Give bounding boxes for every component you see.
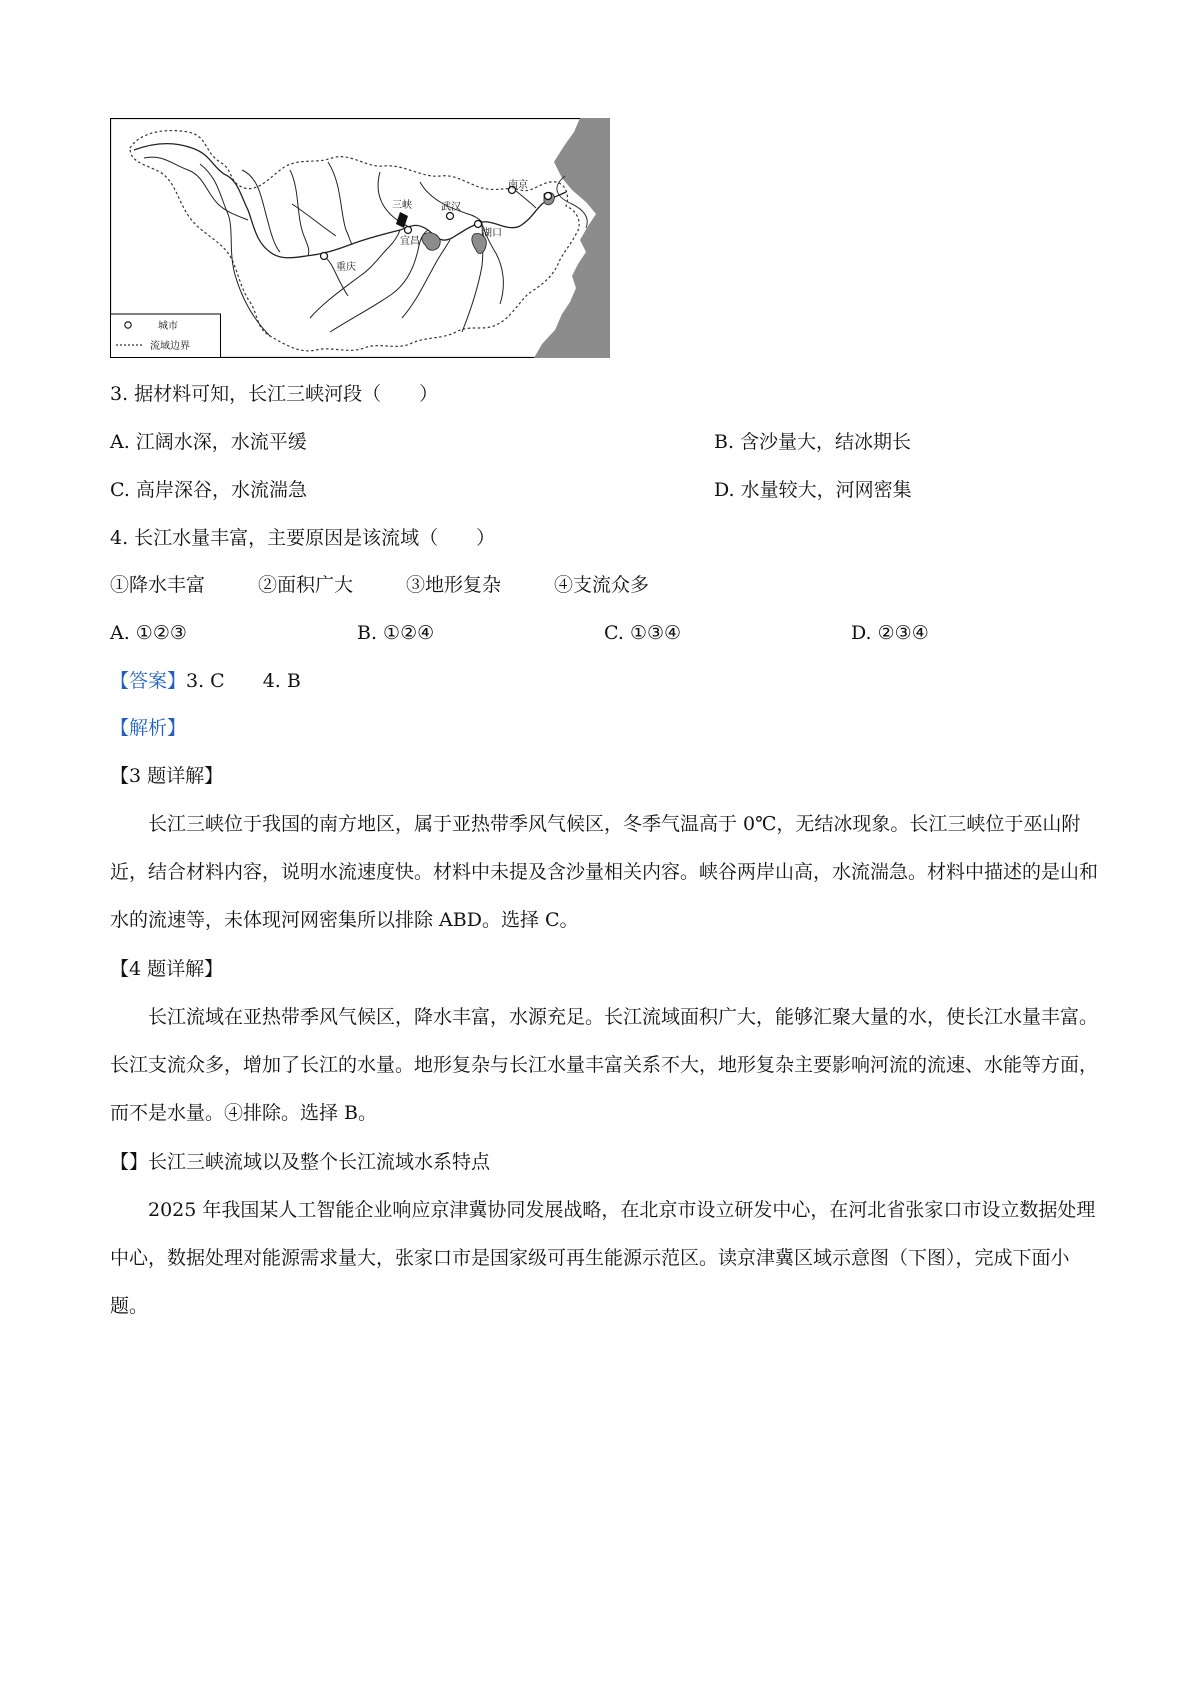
label-hukou: 湖口 (482, 228, 502, 239)
q4-statement-1: ①降水丰富 (110, 574, 206, 596)
label-yichang: 宜昌 (400, 236, 420, 247)
answer-line (110, 667, 301, 695)
city-chongqing-dot (321, 253, 328, 260)
yangtze-basin-map (110, 118, 610, 358)
label-wuhan: 武汉 (441, 202, 461, 213)
legend-boundary-label: 流域边界 (150, 341, 190, 352)
q4-option-b: B. ①②④ (357, 622, 435, 644)
q3-options-row1 (110, 428, 912, 456)
city-hukou-dot (475, 221, 482, 228)
city-yichang-dot (405, 227, 412, 234)
q4-options (110, 619, 1090, 647)
q3-option-d: D. 水量较大，河网密集 (714, 479, 912, 501)
label-chongqing: 重庆 (336, 262, 356, 273)
answer-label: 【答案】 (110, 670, 187, 692)
legend-city-label: 城市 (158, 321, 178, 332)
detail4-body: 长江流域在亚热带季风气候区，降水丰富，水源充足。长江流域面积广大，能够汇聚大量的水，使长江水量丰富。长江支流众多，增加了长江的水量。地形复杂与长江水量丰富关系不大，地形复杂主要影响河流的流速、水能等方面，而不是水量。④排除。选择 B。 (110, 1006, 1099, 1124)
q4-option-c: C. ①③④ (604, 622, 682, 644)
label-three-gorges: 三峡 (392, 200, 412, 211)
q3-option-a: A. 江阔水深，水流平缓 (110, 431, 307, 453)
city-shanghai-dot (545, 193, 552, 200)
q4-stem: 4. 长江水量丰富，主要原因是该流域（ ） (110, 527, 496, 549)
next-question-intro: 2025 年我国某人工智能企业响应京津冀协同发展战略，在北京市设立研发中心，在河北省张家口市设立数据处理中心，数据处理对能源需求量大，张家口市是国家级可再生能源示范区。读京津冀区域示意图（下图），完成下面小题。 (110, 1199, 1096, 1317)
analysis-label: 【解析】 (110, 717, 187, 739)
map-legend (111, 314, 221, 358)
knowledge-point: 【】长江三峡流域以及整个长江流域水系特点 (110, 1151, 491, 1173)
detail4-heading: 【4 题详解】 (110, 958, 224, 980)
q3-option-c: C. 高岸深谷，水流湍急 (110, 479, 307, 501)
answer-text: 3. C 4. B (186, 670, 301, 692)
legend-city-symbol (125, 322, 131, 328)
label-nanjing: 南京 (508, 180, 528, 191)
q4-statement-2: ②面积广大 (258, 574, 354, 596)
city-wuhan-dot (447, 213, 454, 220)
q3-options-row2 (110, 476, 912, 504)
detail3-heading: 【3 题详解】 (110, 765, 224, 787)
q4-option-d: D. ②③④ (851, 622, 929, 644)
q3-option-b: B. 含沙量大，结冰期长 (714, 431, 912, 453)
q4-option-a: A. ①②③ (110, 622, 187, 644)
q4-statement-3: ③地形复杂 (406, 574, 502, 596)
q3-stem: 3. 据材料可知，长江三峡河段（ ） (110, 383, 439, 405)
detail3-body: 长江三峡位于我国的南方地区，属于亚热带季风气候区，冬季气温高于 0℃，无结冰现象。长江三峡位于巫山附近，结合材料内容，说明水流速度快。材料中未提及含沙量相关内容。峡谷两岸山高，水流湍急。材料中描述的是山和水的流速等，未体现河网密集所以排除 ABD。选择 C。 (110, 813, 1099, 931)
q4-statements (110, 571, 1010, 599)
q4-statement-4: ④支流众多 (554, 574, 650, 596)
